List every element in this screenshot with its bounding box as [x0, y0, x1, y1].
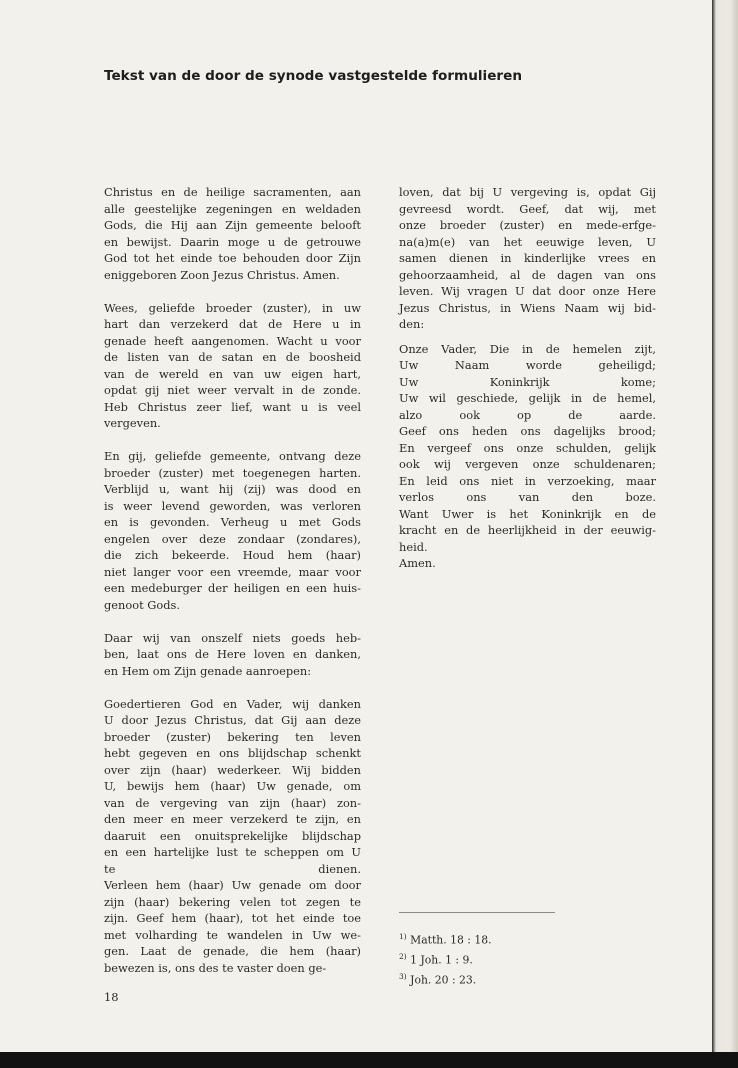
- text-line: Christus en de heilige sacramenten, aan: [104, 185, 361, 199]
- text-line: Wees, geliefde broeder (zuster), in uw: [104, 300, 361, 315]
- text-line: U, bewijs hem (haar) Uw genade, om: [104, 779, 361, 793]
- adjacent-page-edge: [712, 0, 738, 1068]
- text-line: Uw Koninkrijk kome;: [399, 374, 656, 389]
- text-line: en Hem om Zijn genade aanroepen:: [104, 663, 312, 678]
- text-line: eniggeboren Zoon Jezus Christus. Amen.: [104, 267, 340, 282]
- page-number: 18: [104, 990, 119, 1004]
- text-line: te dienen.: [104, 861, 361, 876]
- text-line: die zich bekeerde. Houd hem (haar): [104, 548, 361, 562]
- text-line: Heb Christus zeer lief, want u is veel: [104, 399, 361, 414]
- paragraph-gap: [104, 679, 361, 696]
- text-line: na(a)m(e) van het eeuwige leven, U: [399, 234, 656, 249]
- paragraph: [104, 184, 361, 283]
- text-line: gehoorzaamheid, al de dagen van ons: [399, 267, 656, 282]
- text-line: gevreesd wordt. Geef, dat wij, met: [399, 201, 656, 216]
- text-line: van de wereld en van uw eigen hart,: [104, 366, 361, 381]
- text-line: ook wij vergeven onze schuldenaren;: [399, 457, 656, 471]
- text-line: Daar wij van onszelf niets goeds heb-: [104, 630, 361, 645]
- text-line: den meer en meer verzekerd te zijn, en: [104, 812, 361, 826]
- paragraph-gap: [104, 432, 361, 449]
- text-line: Want Uwer is het Koninkrijk en de: [399, 506, 656, 521]
- left-column: [104, 184, 361, 976]
- text-line: kracht en de heerlijkheid in der eeuwig-: [399, 523, 656, 537]
- text-line: een medeburger der heiligen en een huis-: [104, 581, 361, 595]
- paragraph-gap: [104, 613, 361, 630]
- running-header: Tekst van de door de synode vastgestelde formulieren: [104, 68, 523, 84]
- text-line: verlos ons van den boze.: [399, 490, 656, 504]
- text-line: en een hartelijke lust te scheppen om U: [104, 845, 361, 859]
- text-line: hebt gegeven en ons blijdschap schenkt: [104, 746, 361, 760]
- text-line: zijn. Geef hem (haar), tot het einde toe: [104, 911, 361, 925]
- footnotes: [399, 929, 492, 989]
- text-line: En vergeef ons onze schulden, gelijk: [399, 440, 656, 455]
- text-line: leven. Wij vragen U dat door onze Here: [399, 284, 656, 298]
- text-line: bewezen is, ons des te vaster doen ge-: [104, 960, 327, 975]
- text-line: hart dan verzekerd dat de Here u in: [104, 317, 361, 331]
- footnote: $^{3)}$ Joh. 20 : 23.: [399, 972, 477, 987]
- text-line: zijn (haar) bekering velen tot zegen te: [104, 894, 361, 909]
- text-line: vergeven.: [104, 416, 161, 430]
- text-line: den:: [399, 317, 425, 331]
- text-line: alzo ook op de aarde.: [399, 407, 656, 422]
- text-line: is weer levend geworden, was verloren: [104, 498, 361, 513]
- text-line: opdat gij niet weer vervalt in de zonde.: [104, 383, 361, 397]
- text-line: Verblijd u, want hij (zij) was dood en: [104, 482, 361, 496]
- paragraph-gap: [104, 283, 361, 300]
- text-line: genade heeft aangenomen. Wacht u voor: [104, 333, 361, 348]
- footnote: $^{1)}$ Matth. 18 : 18.: [399, 932, 492, 947]
- text-line: Goedertieren God en Vader, wij danken: [104, 696, 361, 711]
- text-line: Onze Vader, Die in de hemelen zijt,: [399, 341, 656, 356]
- paragraph-gap: [399, 333, 656, 341]
- text-line: En gij, geliefde gemeente, ontvang deze: [104, 449, 361, 463]
- text-line: van de vergeving van zijn (haar) zon-: [104, 795, 361, 810]
- footnote: $^{2)}$ 1 Joh. 1 : 9.: [399, 952, 473, 967]
- paragraph: [104, 300, 361, 432]
- text-line: God tot het einde toe behouden door Zijn: [104, 251, 361, 265]
- text-line: en bewijst. Daarin moge u de getrouwe: [104, 234, 361, 249]
- text-line: de listen van de satan en de boosheid: [104, 350, 361, 364]
- text-line: Amen.: [399, 556, 436, 570]
- text-line: loven, dat bij U vergeving is, opdat Gij: [399, 185, 656, 199]
- paragraph: [399, 184, 656, 333]
- text-line: broeder (zuster) met toegenegen harten.: [104, 465, 361, 480]
- paragraph: [104, 630, 361, 680]
- text-line: U door Jezus Christus, dat Gij aan deze: [104, 713, 361, 727]
- paragraph: [104, 696, 361, 977]
- text-line: Verleen hem (haar) Uw genade om door: [104, 878, 361, 892]
- footnote-rule: [399, 912, 555, 913]
- paragraph: [399, 341, 656, 572]
- right-column: [399, 184, 656, 572]
- text-line: samen dienen in kinderlijke vrees en: [399, 251, 656, 265]
- text-line: broeder (zuster) bekering ten leven: [104, 729, 361, 744]
- text-line: Jezus Christus, in Wiens Naam wij bid-: [399, 300, 656, 315]
- scan-border: [0, 1052, 738, 1068]
- text-line: over zijn (haar) wederkeer. Wij bidden: [104, 762, 361, 777]
- text-line: genoot Gods.: [104, 597, 180, 612]
- text-line: onze broeder (zuster) en mede-erfge-: [399, 218, 656, 232]
- text-line: Geef ons heden ons dagelijks brood;: [399, 424, 656, 438]
- text-line: niet langer voor een vreemde, maar voor: [104, 564, 361, 579]
- text-line: heid.: [399, 539, 428, 554]
- text-line: Uw wil geschiede, gelijk in de hemel,: [399, 391, 656, 405]
- text-line: met volharding te wandelen in Uw we-: [104, 927, 361, 942]
- paragraph: [104, 448, 361, 613]
- text-line: gen. Laat de genade, die hem (haar): [104, 944, 361, 958]
- text-line: En leid ons niet in verzoeking, maar: [399, 473, 656, 488]
- text-line: Gods, die Hij aan Zijn gemeente belooft: [104, 218, 361, 232]
- text-line: en is gevonden. Verheug u met Gods: [104, 515, 361, 529]
- text-line: ben, laat ons de Here loven en danken,: [104, 647, 361, 661]
- text-line: daaruit een onuitsprekelijke blijdschap: [104, 828, 361, 843]
- text-line: alle geestelijke zegeningen en weldaden: [104, 201, 361, 216]
- text-line: engelen over deze zondaar (zondares),: [104, 531, 361, 546]
- text-line: Uw Naam worde geheiligd;: [399, 358, 656, 372]
